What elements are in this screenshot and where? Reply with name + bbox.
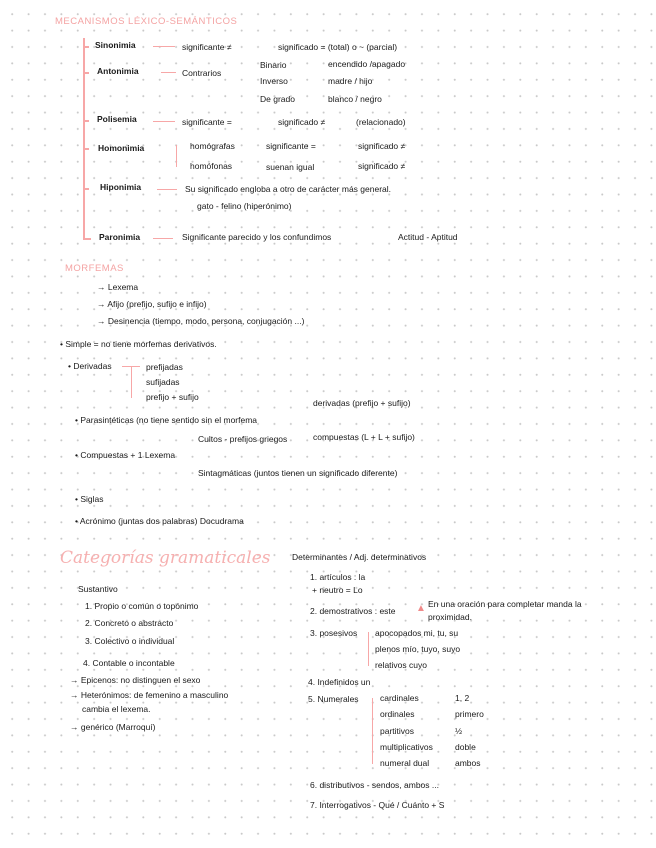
derivadas: • Derivadas [68,361,112,371]
indefinidos: 4. Indefinidos un [308,677,371,687]
hiponimia-b: gato - felino (hiperónimo) [197,201,292,211]
sustantivo-note: → Heterónimos: de femenino a masculino [70,690,229,700]
polisemia-a: significante = [182,117,232,127]
homonimia-a: homófonas [190,161,233,171]
term-antonimia: Antonimia [97,66,139,76]
section-title-lexico: MECANISMOS LÉXICO-SEMÁNTICOS [55,16,238,27]
section-title-morfemas: MORFEMAS [65,263,124,274]
sustantivo-note: cambia el lexema. [82,704,151,714]
distributivos: 6. distributivos - sendos, ambos ... [310,780,439,790]
term-sinonimia: Sinonimia [95,40,136,50]
numeral-example: ½ [455,726,463,736]
bracket [372,698,373,764]
antonimia-example: madre / hijo [328,76,373,86]
branch [83,238,91,240]
term-homonimia: Homonimia [98,143,145,153]
polisemia-c: (relacionado) [356,117,406,127]
polisemia-b: significado ≠ [278,117,326,127]
warning-text: proximidad. [428,612,472,622]
sinonimia-a: significante ≠ [182,42,232,52]
branch [83,148,89,150]
branch [83,46,89,48]
dash [122,366,140,367]
antonimia-type: Inverso [260,76,288,86]
posesivo-item: apocopados mi, tu, su [375,628,459,638]
homonimia-a: homógrafas [190,141,235,151]
numeral-type: partitivos [380,726,415,736]
sustantivo: Sustantivo [78,584,118,594]
acronimo: • Acrónimo (juntas dos palabras) Docudrama [75,516,244,526]
sustantivo-item: 3. Colectivo o individual [85,636,175,646]
interrogativos: 7. Interrogativos - Qué / Cuánto + S [310,800,445,810]
sustantivo-note: → genérico (Marroquí) [70,722,156,732]
homonimia-b: significante = [266,141,316,151]
section-title-categorias: Categorías gramaticales [60,548,271,568]
bracket [131,366,132,398]
derivadas-item: prefijadas [146,362,183,372]
warning-icon: ▲ [416,603,426,614]
morfema-type: → Afijo (prefijo, sufijo e infijo) [97,299,207,309]
articulos: 1. artículos : la [310,572,366,582]
sustantivo-note: → Epicenos: no distinguen el sexo [70,675,201,685]
parasinteticas-b: compuestas (L + L + sufijo) [313,432,415,442]
homonimia-b: suenan igual [266,162,315,172]
sustantivo-item: 4. Contable o incontable [83,658,175,668]
determinantes-title: Determinantes / Adj. determinativos [292,552,427,562]
warning-text: En una oración para completar manda la [428,599,582,609]
numeral-type: multiplicativos [380,742,433,752]
demostrativos: 2. demostrativos : este [310,606,396,616]
bracket [368,632,369,666]
term-polisemia: Polisemia [97,114,137,124]
tree-line [83,38,85,240]
numeral-example: 1, 2 [455,693,470,703]
branch [83,188,89,190]
parasinteticas-a: derivadas (prefijo + sufijo) [313,398,411,408]
numeral-example: doble [455,742,476,752]
posesivo-item: relativos cuyo [375,660,427,670]
morfema-type: → Lexema [97,282,139,292]
homonimia-c: significado ≠ [358,161,406,171]
hiponimia-a: Su significado engloba a otro de carácter más general. [185,184,392,194]
derivadas-item: prefijo + sufijo [146,392,199,402]
numeral-example: ambos [455,758,481,768]
sinonimia-b: significado = (total) o ~ (parcial) [278,42,398,52]
bracket [176,145,177,167]
parasinteticas: • Parasintéticas (no tiene sentido sin el morfema [75,415,258,425]
paronimia-b: Actitud - Aptitud [398,232,458,242]
branch [83,120,89,122]
compuestas-a: Cultos - prefijos griegos [198,434,288,444]
numeral-type: numeral dual [380,758,430,768]
compuestas: • Compuestas + 1 Lexema [75,450,176,460]
antonimia-type: De grado [260,94,295,104]
numerales: 5. Numerales [308,694,359,704]
siglas: • Siglas [75,494,104,504]
compuestas-b: Sintagmáticas (juntos tienen un significado diferente) [198,468,398,478]
branch [83,72,89,74]
simple: • Simple = no tiene morfemas derivativos. [60,339,217,349]
antonimia-contrarios: Contrarios [182,68,222,78]
dash [157,189,177,190]
morfema-type: → Desinencia (tiempo, modo, persona, conjugación ...) [97,316,305,326]
derivadas-item: sufijadas [146,377,180,387]
neutro: + neutro = Lo [312,585,363,595]
numeral-type: cardinales [380,693,419,703]
term-paronimia: Paronimia [99,232,141,242]
dash [153,46,175,47]
numeral-type: ordinales [380,709,415,719]
antonimia-example: encendido /apagado [328,59,406,69]
dash [153,121,175,122]
antonimia-example: blanco / negro [328,94,382,104]
dash [161,72,176,73]
paronimia-a: Significante parecido y los confundimos [182,232,332,242]
term-hiponimia: Hiponimia [100,182,142,192]
dash [153,238,173,239]
numeral-example: primero [455,709,484,719]
sustantivo-item: 2. Concreto o abstracto [85,618,174,628]
sustantivo-item: 1. Propio o común o topónimo [85,601,199,611]
posesivos: 3. posesivos [310,628,358,638]
homonimia-c: significado ≠ [358,141,406,151]
posesivo-item: plenos mío, tuyo, suyo [375,644,461,654]
antonimia-type: Binario [260,60,287,70]
